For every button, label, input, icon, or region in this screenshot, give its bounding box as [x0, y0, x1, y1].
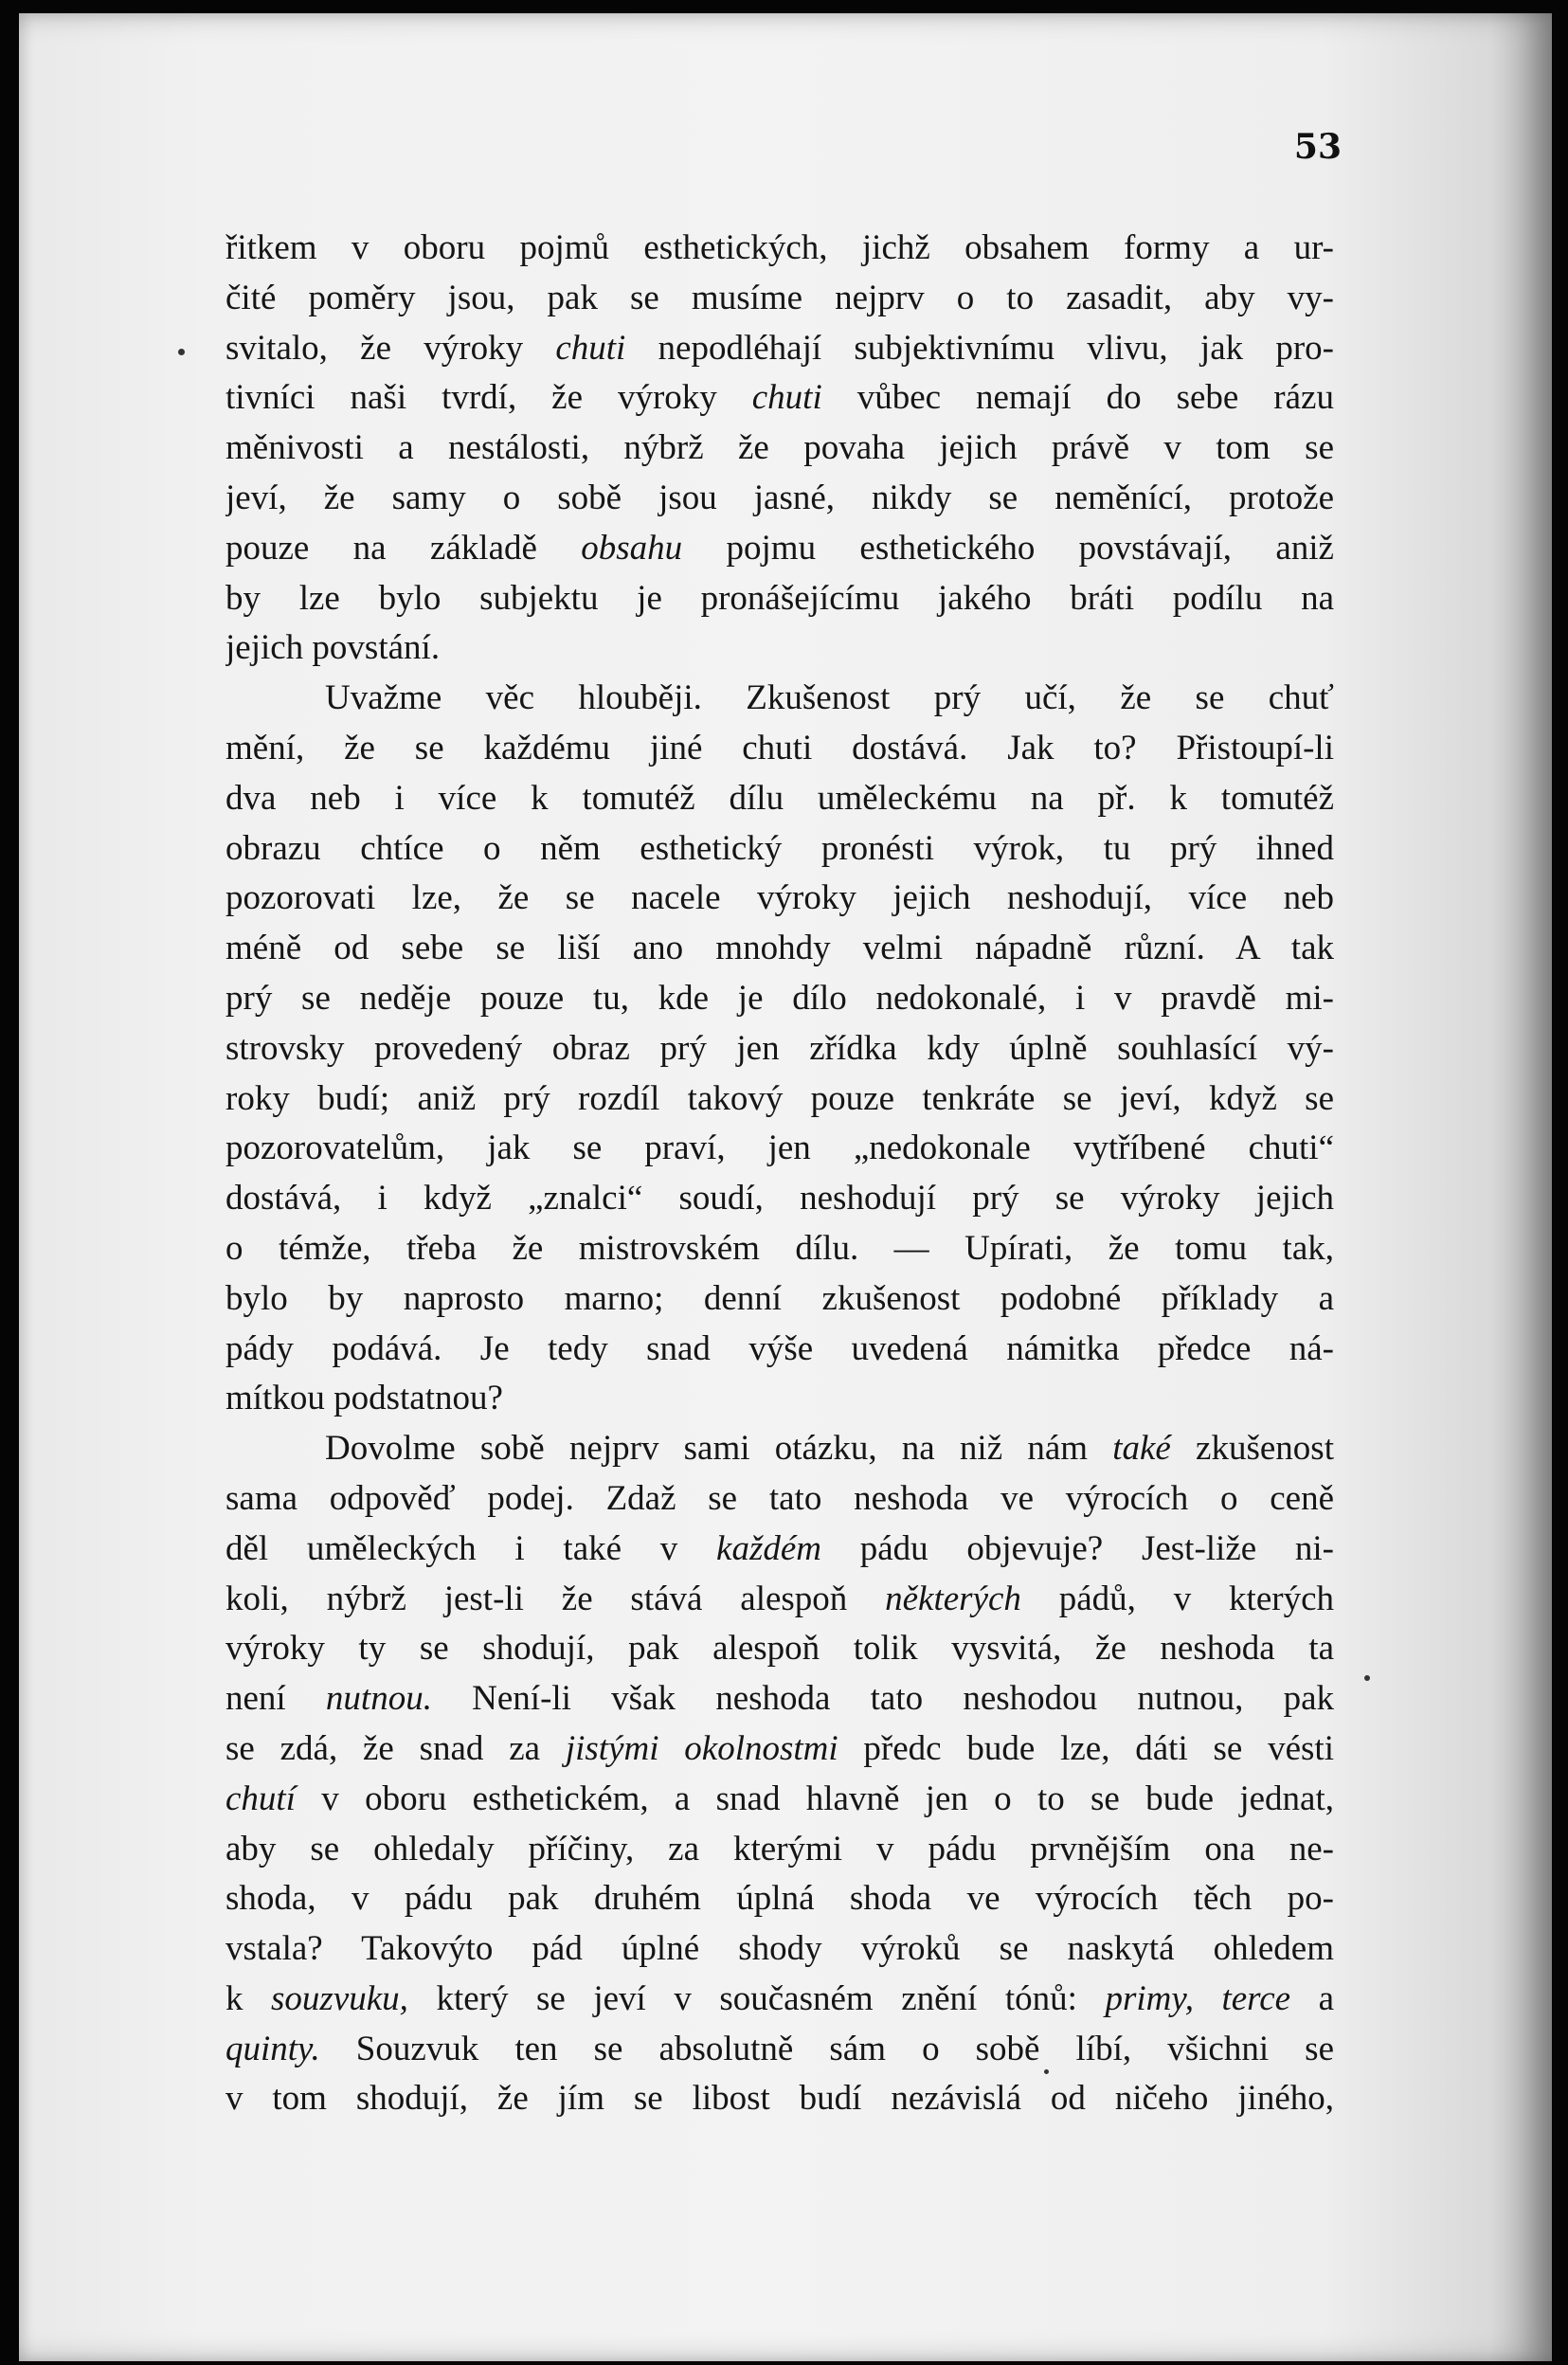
book-page	[19, 13, 1552, 2361]
text-run: nepodléhají subjektivnímu vlivu, jak pro-	[625, 328, 1334, 368]
italic-phrase: chuti	[751, 378, 822, 418]
text-line	[225, 224, 1334, 274]
text-line	[225, 1624, 1334, 1674]
text-run: zkušenost	[1170, 1429, 1334, 1469]
text-line	[225, 1424, 1334, 1474]
text-run: Není-li však neshoda tato neshodou nutnou, pak	[431, 1679, 1334, 1719]
text-run: a	[1290, 1978, 1334, 2018]
text-line	[225, 474, 1334, 524]
text-line	[225, 1924, 1334, 1975]
text-run: bylo by naprosto marno; denní zkušenost podobné příklady a	[225, 1278, 1334, 1318]
text-line	[225, 373, 1334, 424]
text-run: předc bude lze, dáti se vésti	[838, 1728, 1334, 1768]
text-run: dostává, i když „znalci“ soudí, neshodují prý se výroky jejich	[225, 1179, 1334, 1219]
italic-phrase: souzvuku,	[271, 1978, 408, 2018]
text-line	[225, 1874, 1334, 1924]
dust-speck	[178, 349, 185, 355]
text-run: dva neb i více k tomutéž dílu uměleckému na př. k tomutéž	[225, 778, 1334, 818]
text-line	[225, 1525, 1334, 1575]
text-line	[225, 1174, 1334, 1224]
text-line	[225, 674, 1334, 724]
text-run: pojmu esthetického povstávají, aniž	[682, 528, 1334, 568]
text-run: děl uměleckých i také v	[225, 1528, 717, 1568]
text-run: sama odpověď podej. Zdaž se tato neshoda ve výrocích o ceně	[225, 1478, 1334, 1518]
text-run: jeví, že samy o sobě jsou jasné, nikdy se neměnící, protože	[225, 478, 1334, 517]
text-run: mění, že se každému jiné chuti dostává. Jak to? Přistoupí-li	[225, 728, 1334, 767]
text-run: pády podává. Je tedy snad výše uvedená námitka předce ná-	[225, 1328, 1334, 1368]
text-line	[225, 774, 1334, 824]
text-line	[225, 1124, 1334, 1174]
text-line	[225, 1024, 1334, 1074]
text-run: prý se neděje pouze tu, kde je dílo nedokonalé, i v pravdě mi-	[225, 978, 1334, 1018]
italic-phrase: nutnou.	[325, 1679, 432, 1719]
text-line	[225, 1474, 1334, 1525]
italic-phrase: chuti	[555, 328, 626, 368]
text-run: čité poměry jsou, pak se musíme nejprv o to zasadit, aby vy-	[225, 278, 1334, 317]
italic-phrase: jistými okolnostmi	[565, 1728, 838, 1768]
text-run: vstala? Takovýto pád úplné shody výroků se naskytá ohledem	[225, 1929, 1334, 1969]
text-line	[225, 1274, 1334, 1325]
text-run: strovsky provedený obraz prý jen zřídka kdy úplně souhlasící vý-	[225, 1028, 1334, 1068]
text-line	[225, 824, 1334, 875]
text-line	[225, 1674, 1334, 1724]
text-run: v oboru esthetickém, a snad hlavně jen o to se bude jednat,	[295, 1778, 1334, 1818]
text-line	[225, 1224, 1334, 1274]
text-run: aby se ohledaly příčiny, za kterými v pádu prvnějším ona ne-	[225, 1829, 1334, 1869]
text-run: Dovolme sobě nejprv sami otázku, na niž nám	[325, 1429, 1113, 1469]
text-run: o témže, třeba že mistrovském dílu. — Upírati, že tomu tak,	[225, 1228, 1334, 1268]
text-line	[225, 1074, 1334, 1125]
text-run: pozorovati lze, že se nacele výroky jejich neshodují, více neb	[225, 878, 1334, 918]
text-run: obrazu chtíce o něm esthetický pronésti výrok, tu prý ihned	[225, 828, 1334, 868]
text-run: pozorovatelům, jak se praví, jen „nedokonale vytříbené chuti“	[225, 1128, 1334, 1168]
text-run: tivníci naši tvrdí, že výroky	[225, 378, 752, 418]
text-run: shoda, v pádu pak druhém úplná shoda ve výrocích těch po-	[225, 1879, 1334, 1919]
text-line	[225, 1575, 1334, 1625]
text-line	[225, 874, 1334, 924]
text-line	[225, 924, 1334, 974]
text-run: méně od sebe se liší ano mnohdy velmi nápadně různí. A tak	[225, 929, 1334, 968]
text-run: Souzvuk ten se absolutně sám o sobě líbí, všichni se	[319, 2029, 1334, 2068]
italic-phrase: obsahu	[581, 528, 683, 568]
text-run: Uvažme věc hlouběji. Zkušenost prý učí, že se chuť	[325, 678, 1334, 718]
text-run: který se jeví v současném znění tónů:	[407, 1978, 1106, 2018]
text-run: není	[225, 1679, 326, 1719]
text-run: svitalo, že výroky	[225, 328, 556, 368]
text-line	[225, 274, 1334, 324]
page-number: 53	[1293, 127, 1342, 167]
text-run: pádu objevuje? Jest-liže ni-	[821, 1528, 1334, 1568]
text-line	[225, 974, 1334, 1024]
italic-phrase: chutí	[225, 1778, 296, 1818]
text-line	[225, 2025, 1334, 2075]
dust-speck	[1364, 1675, 1370, 1681]
text-run: pádů, v kterých	[1020, 1579, 1334, 1618]
text-run: výroky ty se shodují, pak alespoň tolik vysvitá, že neshoda ta	[225, 1629, 1334, 1669]
text-line	[225, 1724, 1334, 1775]
italic-phrase: některých	[885, 1579, 1021, 1618]
text-line	[225, 524, 1334, 574]
dust-speck	[1044, 2069, 1049, 2074]
text-run: v tom shodují, že jím se libost budí nezávislá od ničeho jiného,	[225, 2079, 1334, 2119]
text-line	[225, 424, 1334, 474]
text-run: koli, nýbrž jest-li že stává alespoň	[225, 1579, 886, 1618]
text-line	[225, 574, 1334, 624]
text-line	[225, 1325, 1334, 1375]
body-text	[225, 224, 1334, 2124]
text-run: se zdá, že snad za	[225, 1728, 566, 1768]
italic-phrase: také	[1112, 1429, 1171, 1469]
text-run: měnivosti a nestálosti, nýbrž že povaha jejich právě v tom se	[225, 428, 1334, 468]
text-run: mítkou podstatnou?	[225, 1379, 503, 1418]
text-run: vůbec nemají do sebe rázu	[821, 378, 1334, 418]
text-line	[225, 1825, 1334, 1875]
text-run: řitkem v oboru pojmů esthetických, jichž obsahem formy a ur-	[225, 228, 1334, 267]
italic-phrase: každém	[716, 1528, 821, 1568]
italic-phrase: primy, terce	[1105, 1978, 1291, 2018]
text-line	[225, 623, 1334, 674]
text-line	[225, 724, 1334, 774]
text-line	[225, 1775, 1334, 1825]
text-line	[225, 324, 1334, 374]
text-run: pouze na základě	[225, 528, 582, 568]
text-run: roky budí; aniž prý rozdíl takový pouze tenkráte se jeví, když se	[225, 1078, 1334, 1118]
italic-phrase: quinty.	[225, 2029, 320, 2068]
text-run: by lze bylo subjektu je pronášejícímu jakého bráti podílu na	[225, 578, 1334, 618]
text-run: jejich povstání.	[225, 628, 441, 668]
text-run: k	[225, 1978, 272, 2018]
text-line	[225, 1975, 1334, 2025]
text-line	[225, 2074, 1334, 2124]
text-line	[225, 1374, 1334, 1424]
